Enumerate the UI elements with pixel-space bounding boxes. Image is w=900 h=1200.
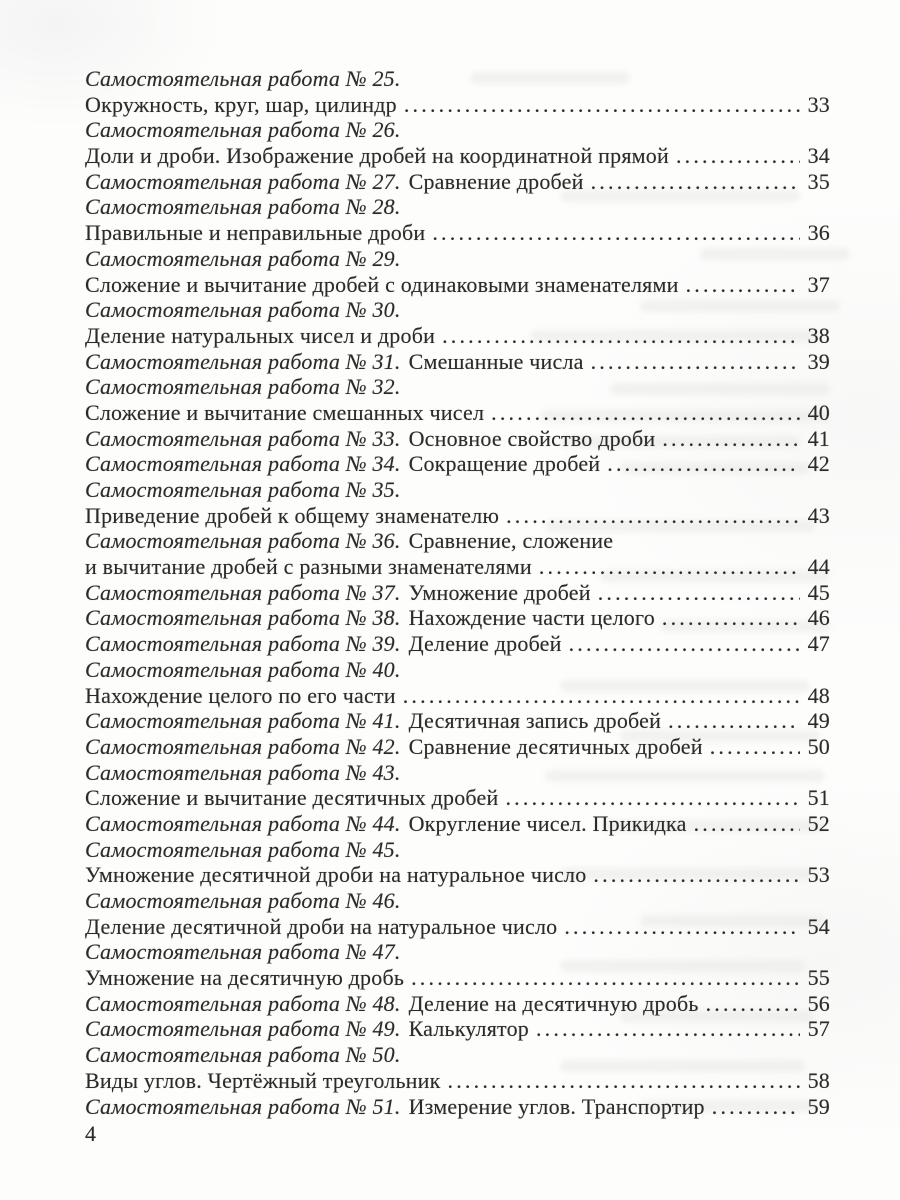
toc-line: [85, 914, 830, 940]
toc-page-number: 41: [807, 425, 830, 451]
toc-work-label: Самостоятельная работа № 41.: [85, 708, 401, 734]
toc-line: [85, 734, 830, 760]
dot-leader: [404, 92, 800, 118]
toc-line: [85, 117, 830, 143]
toc-page-number: 53: [807, 862, 830, 888]
table-of-contents: [85, 66, 830, 1119]
dot-leader: [569, 631, 800, 657]
toc-page-number: 58: [807, 1067, 830, 1093]
toc-page-number: 55: [807, 965, 830, 991]
dot-leader: [712, 1094, 800, 1120]
toc-topic: Округление чисел. Прикидка: [408, 810, 687, 836]
toc-work-label: Самостоятельная работа № 47.: [85, 939, 401, 965]
toc-line: [85, 477, 830, 503]
toc-page-number: 43: [807, 502, 830, 528]
toc-page-number: 42: [807, 451, 830, 477]
toc-work-label: Самостоятельная работа № 28.: [85, 194, 401, 220]
toc-work-label: Самостоятельная работа № 50.: [85, 1042, 401, 1068]
toc-page-number: 56: [807, 990, 830, 1016]
toc-line: [85, 708, 830, 734]
toc-work-label: Самостоятельная работа № 43.: [85, 759, 401, 785]
toc-topic: Деление на десятичную дробь: [408, 990, 699, 1016]
toc-page-number: 47: [807, 631, 830, 657]
toc-work-label: Самостоятельная работа № 48.: [85, 990, 401, 1016]
toc-work-label: Самостоятельная работа № 37.: [85, 579, 401, 605]
toc-work-label: Самостоятельная работа № 34.: [85, 451, 401, 477]
toc-work-label: Самостоятельная работа № 29.: [85, 245, 401, 271]
toc-line: [85, 605, 830, 631]
toc-line: [85, 1016, 830, 1042]
toc-work-label: Самостоятельная работа № 33.: [85, 425, 401, 451]
toc-page-number: 57: [807, 1016, 830, 1042]
toc-line: [85, 862, 830, 888]
toc-page-number: 36: [807, 220, 830, 246]
toc-line: [85, 1068, 830, 1094]
dot-leader: [710, 734, 800, 760]
dot-leader: [564, 914, 799, 940]
toc-line: [85, 991, 830, 1017]
toc-topic: Приведение дробей к общему знаменателю: [85, 502, 500, 528]
toc-line: [85, 888, 830, 914]
dot-leader: [593, 862, 799, 888]
dot-leader: [662, 426, 799, 452]
toc-topic: Правильные и неправильные дроби: [85, 220, 426, 246]
toc-line: [85, 683, 830, 709]
toc-topic: Сравнение десятичных дробей: [408, 733, 703, 759]
toc-topic: Сравнение, сложение: [408, 528, 614, 554]
toc-page-number: 33: [807, 91, 830, 117]
toc-line: [85, 194, 830, 220]
toc-line: [85, 451, 830, 477]
dot-leader: [676, 143, 800, 169]
dot-leader: [598, 580, 800, 606]
toc-work-label: Самостоятельная работа № 44.: [85, 810, 401, 836]
dot-leader: [506, 503, 800, 529]
toc-work-label: Самостоятельная работа № 31.: [85, 348, 401, 374]
toc-line: [85, 580, 830, 606]
toc-page-number: 59: [807, 1093, 830, 1119]
toc-page-number: 49: [807, 708, 830, 734]
toc-line: [85, 66, 830, 92]
toc-page-number: 38: [807, 322, 830, 348]
toc-work-label: Самостоятельная работа № 27.: [85, 168, 401, 194]
toc-line: [85, 246, 830, 272]
dot-leader: [536, 1016, 800, 1042]
toc-work-label: Самостоятельная работа № 30.: [85, 297, 401, 323]
dot-leader: [403, 683, 800, 709]
toc-topic: Деление натуральных чисел и дроби: [85, 322, 436, 348]
toc-line: [85, 220, 830, 246]
toc-work-label: Самостоятельная работа № 25.: [85, 66, 401, 91]
toc-work-label: Самостоятельная работа № 38.: [85, 605, 401, 631]
toc-page-number: 54: [807, 913, 830, 939]
toc-page-number: 52: [807, 810, 830, 836]
toc-line: [85, 297, 830, 323]
toc-line: [85, 169, 830, 195]
dot-leader: [662, 605, 800, 631]
toc-topic: Нахождение целого по его части: [85, 682, 396, 708]
toc-topic: Доли и дроби. Изображение дробей на координатной прямой: [85, 143, 669, 169]
dot-leader: [668, 708, 799, 734]
toc-line: [85, 811, 830, 837]
toc-topic: Деление дробей: [408, 631, 562, 657]
toc-topic: Десятичная запись дробей: [408, 708, 662, 734]
toc-line: [85, 785, 830, 811]
toc-topic: Сложение и вычитание смешанных чисел: [85, 399, 485, 425]
toc-topic: Деление десятичной дроби на натуральное число: [85, 913, 558, 939]
toc-page-number: 35: [807, 168, 830, 194]
dot-leader: [591, 169, 800, 195]
toc-work-label: Самостоятельная работа № 35.: [85, 477, 401, 502]
toc-line: [85, 837, 830, 863]
toc-topic: Умножение дробей: [408, 579, 591, 605]
toc-topic: Окружность, круг, шар, цилиндр: [85, 91, 397, 117]
toc-topic: Сложение и вычитание дробей с одинаковыми знаменателями: [85, 271, 679, 297]
toc-page-number: 34: [807, 143, 830, 169]
toc-line: [85, 657, 830, 683]
toc-line: [85, 939, 830, 965]
toc-work-label: Самостоятельная работа № 36.: [85, 528, 401, 554]
toc-topic: и вычитание дробей с разными знаменателями: [85, 554, 532, 580]
dot-leader: [448, 1068, 800, 1094]
toc-page-number: 40: [807, 399, 830, 425]
toc-topic: Умножение на десятичную дробь: [85, 965, 405, 991]
toc-line: [85, 272, 830, 298]
toc-page-number: 39: [807, 348, 830, 374]
toc-topic: Виды углов. Чертёжный треугольник: [85, 1067, 441, 1093]
toc-line: [85, 631, 830, 657]
toc-work-label: Самостоятельная работа № 51.: [85, 1093, 401, 1119]
toc-work-label: Самостоятельная работа № 32.: [85, 374, 401, 400]
dot-leader: [591, 349, 800, 375]
toc-line: [85, 400, 830, 426]
toc-page-number: 51: [807, 785, 830, 811]
toc-topic: Основное свойство дроби: [408, 425, 656, 451]
toc-page-number: 46: [807, 605, 830, 631]
dot-leader: [607, 451, 799, 477]
toc-topic: Сложение и вычитание десятичных дробей: [85, 785, 499, 811]
toc-work-label: Самостоятельная работа № 26.: [85, 117, 401, 143]
toc-line: [85, 528, 830, 554]
toc-topic: Сокращение дробей: [408, 451, 601, 477]
dot-leader: [686, 272, 800, 298]
toc-line: [85, 374, 830, 400]
toc-topic: Нахождение части целого: [408, 605, 655, 631]
toc-line: [85, 503, 830, 529]
dot-leader: [539, 554, 800, 580]
toc-line: [85, 760, 830, 786]
toc-line: [85, 349, 830, 375]
toc-topic: Смешанные числа: [408, 348, 584, 374]
toc-line: [85, 143, 830, 169]
page-number-folio: 4: [85, 1121, 96, 1146]
toc-topic: Сравнение дробей: [408, 168, 584, 194]
toc-work-label: Самостоятельная работа № 49.: [85, 1016, 401, 1042]
dot-leader: [706, 991, 800, 1017]
toc-line: [85, 323, 830, 349]
toc-work-label: Самостоятельная работа № 39.: [85, 631, 401, 657]
dot-leader: [432, 220, 799, 246]
toc-topic: Умножение десятичной дроби на натуральное число: [85, 862, 587, 888]
toc-page-number: 37: [807, 271, 830, 297]
dot-leader: [491, 400, 799, 426]
toc-page-number: 48: [807, 682, 830, 708]
toc-topic: Калькулятор: [408, 1016, 529, 1042]
toc-work-label: Самостоятельная работа № 45.: [85, 836, 401, 862]
toc-page-number: 44: [807, 554, 830, 580]
toc-work-label: Самостоятельная работа № 42.: [85, 733, 401, 759]
dot-leader: [694, 811, 800, 837]
toc-work-label: Самостоятельная работа № 40.: [85, 656, 401, 682]
toc-work-label: Самостоятельная работа № 46.: [85, 888, 401, 913]
dot-leader: [411, 965, 800, 991]
toc-topic: Измерение углов. Транспортир: [408, 1093, 705, 1119]
toc-line: [85, 1042, 830, 1068]
toc-line: [85, 965, 830, 991]
toc-line: [85, 554, 830, 580]
toc-line: [85, 1094, 830, 1120]
dot-leader: [505, 785, 799, 811]
toc-line: [85, 426, 830, 452]
dot-leader: [442, 323, 800, 349]
toc-line: [85, 92, 830, 118]
toc-page-number: 45: [807, 579, 830, 605]
toc-page-number: 50: [807, 733, 830, 759]
